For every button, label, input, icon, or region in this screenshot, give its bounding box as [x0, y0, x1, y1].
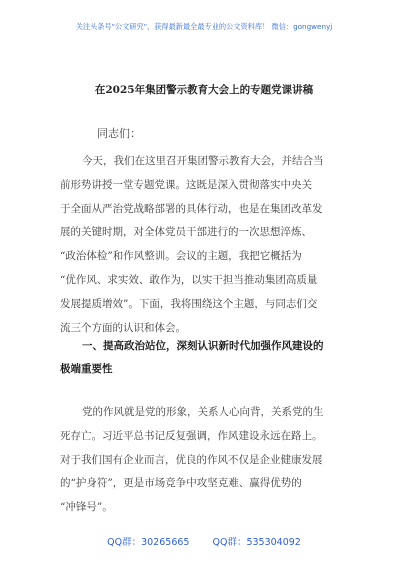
paragraph-line: 的“护身符”，更是市场竞争中攻坚克难、赢得优势的	[60, 477, 302, 490]
paragraph-line: “政治体检”和作风整训。会议的主题，我把它概括为	[60, 250, 302, 263]
heading-line: 极端重要性	[60, 363, 113, 375]
header-note: 关注头条号"公文研究"，获得最新最全最专业的公文资料库！ 微信：gongwenyj	[75, 22, 333, 31]
document-title: 在2025年集团警示教育大会上的专题党课讲稿	[94, 84, 314, 96]
paragraph-line: 今天，我们在这里召开集团警示教育大会，并结合当	[82, 155, 324, 167]
qq-group-1: QQ群：30265665	[107, 537, 190, 548]
paragraph-section-1	[60, 401, 352, 520]
heading-line: 一、提高政治站位，深刻认识新时代加强作风建设的	[82, 340, 324, 352]
salutation: 同志们：	[97, 127, 141, 140]
paragraph-line: 展的关键时期，对全体党员干部进行的一次思想淬炼、	[60, 226, 312, 239]
section-heading-1	[60, 335, 352, 381]
paragraph-line: “优作风、求实效、敢作为，以实干担当推动集团高质量	[60, 273, 318, 286]
paragraph-line: 党的作风就是党的形象，关系人心向背，关系党的生	[82, 406, 324, 418]
paragraph-line: “冲锋号”。	[60, 501, 113, 514]
footer-contact	[0, 534, 408, 548]
paragraph-line: 流三个方面的认识和体会。	[60, 321, 186, 334]
paragraph-line: 前形势讲授一堂专题党课。这既是深入贯彻落实中央关	[60, 178, 312, 191]
paragraph-line: 死存亡。习近平总书记反复强调，作风建设永远在路上。	[60, 429, 323, 442]
paragraph-line: 于全面从严治党战略部署的具体行动，也是在集团改革发	[60, 202, 323, 215]
paragraph-line: 发展提质增效”。下面，我将围绕这个主题，与同志们交	[60, 297, 318, 310]
paragraph-intro	[60, 150, 352, 340]
qq-group-2: QQ群：535304092	[212, 537, 301, 548]
paragraph-line: 对于我们国有企业而言，优良的作风不仅是企业健康发展	[60, 453, 323, 466]
